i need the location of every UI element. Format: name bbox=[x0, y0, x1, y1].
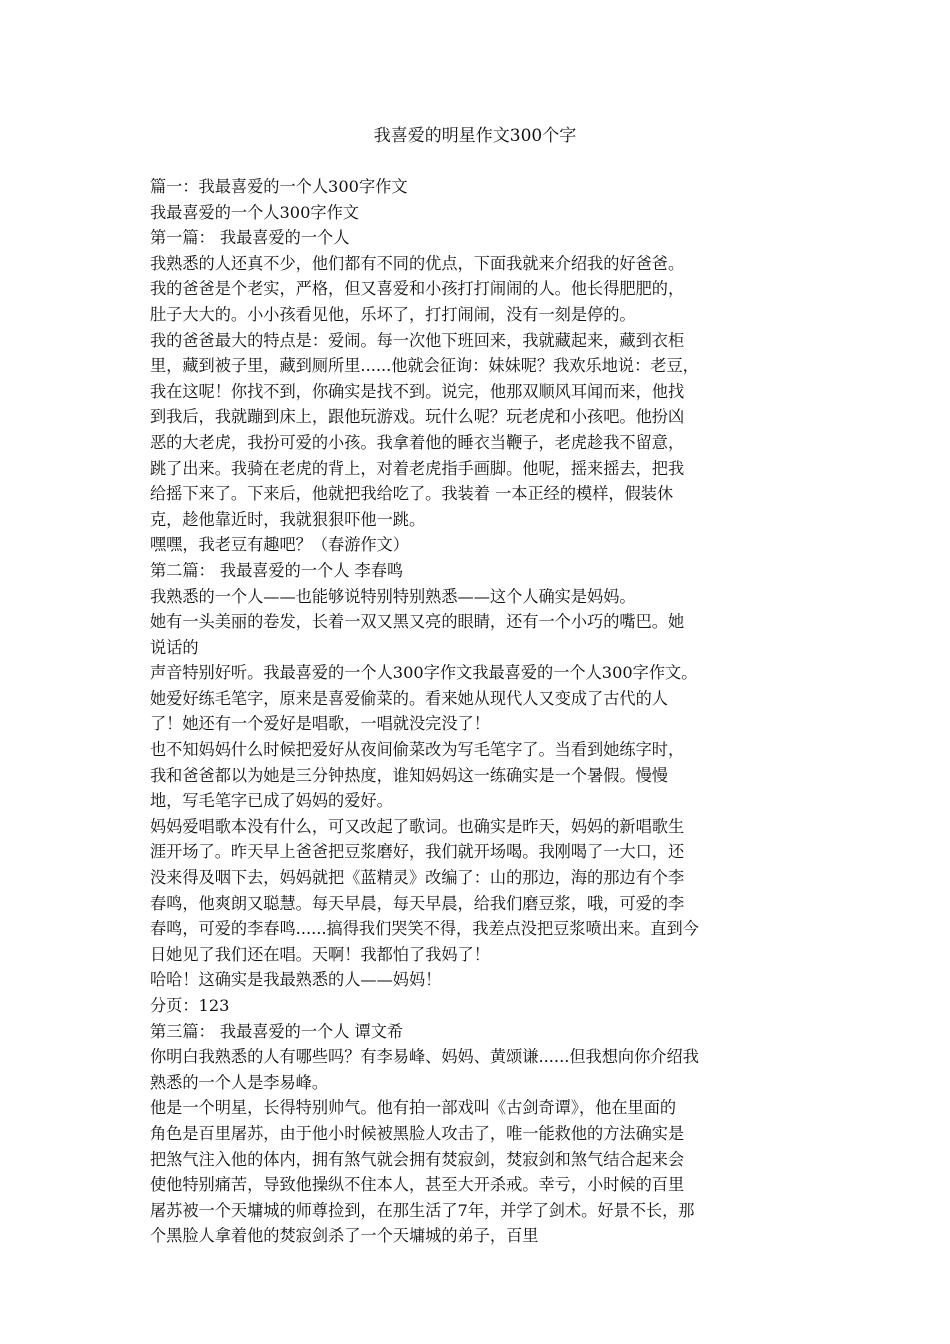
text-line: 涯开场了。昨天早上爸爸把豆浆磨好，我们就开场喝。我刚喝了一大口，还 bbox=[150, 842, 685, 862]
text-line: 嘿嘿，我老豆有趣吧？（春游作文） bbox=[150, 535, 409, 555]
text-line: 她爱好练毛笔字，原来是喜爱偷菜的。看来她从现代人又变成了古代的人 bbox=[150, 688, 668, 708]
text-line: 地，写毛笔字已成了妈妈的爱好。 bbox=[150, 791, 393, 811]
text-line: 屠苏被一个天墉城的师尊捡到，在那生活了7年，并学了剑术。好景不长，那 bbox=[150, 1200, 695, 1220]
text-line: 到我后，我就蹦到床上，跟他玩游戏。玩什么呢？玩老虎和小孩吧。他扮凶 bbox=[150, 407, 685, 427]
text-line: 克，趁他靠近时，我就狠狠吓他一跳。 bbox=[150, 509, 426, 529]
text-line: 了！她还有一个爱好是唱歌，一唱就没完没了！ bbox=[150, 714, 490, 734]
text-line: 我熟悉的人还真不少，他们都有不同的优点，下面我就来介绍我的好爸爸。 bbox=[150, 253, 685, 273]
text-line: 第二篇： 我最喜爱的一个人 李春鸣 bbox=[150, 560, 404, 580]
text-line: 没来得及咽下去，妈妈就把《蓝精灵》改编了：山的那边，海的那边有个李 bbox=[150, 868, 685, 888]
text-line: 篇一：我最喜爱的一个人300字作文 bbox=[150, 177, 408, 196]
text-line: 妈妈爱唱歌本没有什么，可又改起了歌词。也确实是昨天，妈妈的新唱歌生 bbox=[150, 816, 685, 836]
text-line: 个黑脸人拿着他的焚寂剑杀了一个天墉城的弟子，百里 bbox=[150, 1226, 539, 1246]
text-line: 我和爸爸都以为她是三分钟热度，谁知妈妈这一练确实是一个暑假。慢慢 bbox=[150, 765, 668, 785]
text-line: 哈哈！这确实是我最熟悉的人——妈妈！ bbox=[150, 970, 442, 990]
text-line: 你明白我熟悉的人有哪些吗？有李易峰、妈妈、黄颂谦......但我想向你介绍我 bbox=[150, 1047, 699, 1067]
text-line: 把煞气注入他的体内，拥有煞气就会拥有焚寂剑，焚寂剑和煞气结合起来会 bbox=[150, 1149, 685, 1169]
text-line: 日她见了我们还在唱。天啊！我都怕了我妈了！ bbox=[150, 944, 490, 964]
text-line: 我的爸爸是个老实，严格，但又喜爱和小孩打打闹闹的人。他长得肥肥的， bbox=[150, 279, 685, 299]
document-body bbox=[150, 174, 810, 1249]
text-line: 恶的大老虎，我扮可爱的小孩。我拿着他的睡衣当鞭子，老虎趁我不留意， bbox=[150, 432, 685, 452]
text-line: 第一篇： 我最喜爱的一个人 bbox=[150, 228, 350, 248]
text-line: 我的爸爸最大的特点是：爱闹。每一次他下班回来，我就藏起来，藏到衣柜 bbox=[150, 330, 685, 350]
text-line: 分页：123 bbox=[150, 996, 230, 1015]
text-line: 使他特别痛苦，导致他操纵不住本人，甚至大开杀戒。幸亏，小时候的百里 bbox=[150, 1175, 685, 1195]
text-line: 角色是百里屠苏，由于他小时候被黑脸人攻击了，唯一能救他的方法确实是 bbox=[150, 1123, 685, 1143]
text-line: 他是一个明星，长得特别帅气。他有拍一部戏叫《古剑奇谭》，他在里面的 bbox=[150, 1098, 677, 1118]
text-line: 我最喜爱的一个人300字作文 bbox=[150, 202, 359, 222]
text-line: 跳了出来。我骑在老虎的背上，对着老虎指手画脚。他呢，摇来摇去，把我 bbox=[150, 458, 685, 478]
text-line: 声音特别好听。我最喜爱的一个人300字作文我最喜爱的一个人300字作文。 bbox=[150, 663, 698, 683]
text-line: 春鸣，可爱的李春鸣......搞得我们哭笑不得，我差点没把豆浆喷出来。直到今 bbox=[150, 919, 699, 939]
text-line: 我在这呢！你找不到，你确实是找不到。说完，他那双顺风耳闻而来，他找 bbox=[150, 381, 685, 401]
document-title: 我喜爱的明星作文300个字 bbox=[373, 126, 577, 146]
text-line: 她有一头美丽的卷发，长着一双又黑又亮的眼睛，还有一个小巧的嘴巴。她 bbox=[150, 612, 685, 632]
text-line: 肚子大大的。小小孩看见他，乐坏了，打打闹闹，没有一刻是停的。 bbox=[150, 304, 636, 324]
text-line: 熟悉的一个人是李易峰。 bbox=[150, 1072, 329, 1092]
text-line: 我熟悉的一个人——也能够说特别特别熟悉——这个人确实是妈妈。 bbox=[150, 586, 636, 606]
text-line: 春鸣，他爽朗又聪慧。每天早晨，每天早晨，给我们磨豆浆，哦，可爱的李 bbox=[150, 893, 685, 913]
text-line: 里，藏到被子里，藏到厕所里......他就会征询：妹妹呢？我欢乐地说：老豆， bbox=[150, 356, 699, 376]
text-line: 给摇下来了。下来后，他就把我给吃了。我装着 一本正经的模样，假装休 bbox=[150, 484, 674, 504]
text-line: 说话的 bbox=[150, 637, 199, 657]
text-line: 也不知妈妈什么时候把爱好从夜间偷菜改为写毛笔字了。当看到她练字时， bbox=[150, 740, 685, 760]
text-line: 第三篇： 我最喜爱的一个人 谭文希 bbox=[150, 1021, 404, 1041]
